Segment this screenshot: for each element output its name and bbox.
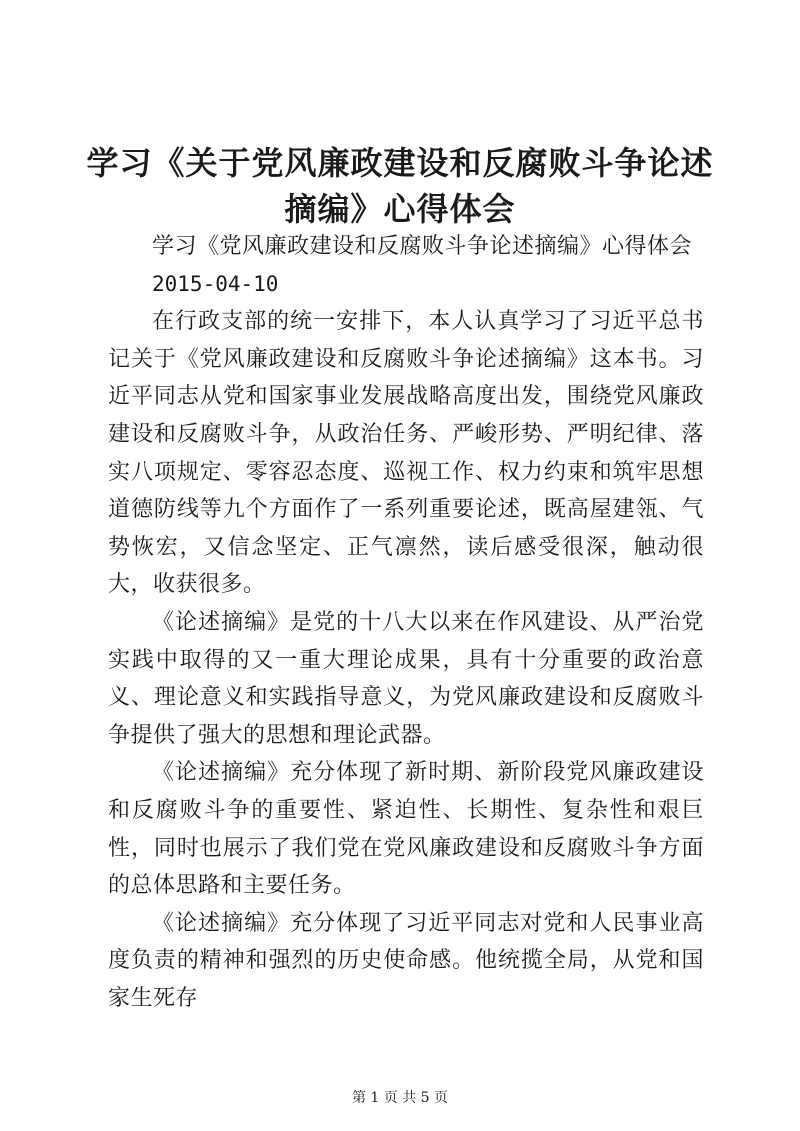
paragraph-4: 《论述摘编》充分体现了习近平同志对党和人民事业高度负责的精神和强烈的历史使命感。他统揽全局，从党和国家生死存	[108, 910, 704, 1011]
document-body	[108, 228, 704, 1017]
paragraph-2: 《论述摘编》是党的十八大以来在作风建设、从严治党实践中取得的又一重大理论成果，具有十分重要的政治意义、理论意义和实践指导意义，为党风廉政建设和反腐败斗争提供了强大的思想和理论武器。	[108, 609, 704, 748]
paragraph-1: 在行政支部的统一安排下，本人认真学习了习近平总书记关于《党风廉政建设和反腐败斗争论述摘编》这本书。习近平同志从党和国家事业发展战略高度出发，围绕党风廉政建设和反腐败斗争，从政治任务、严峻形势、严明纪律、落实八项规定、零容忍态度、巡视工作、权力约束和筑牢思想道德防线等九个方面作了一系列重要论述，既高屋建瓴、气势恢宏，又信念坚定、正气凛然，读后感受很深，触动很大，收获很多。	[108, 309, 704, 598]
document-date: 2015-04-10	[152, 271, 279, 296]
document-subtitle: 学习《党风廉政建设和反腐败斗争论述摘编》心得体会	[152, 234, 693, 259]
document-title: 学习《关于党风廉政建设和反腐败斗争论述摘编》心得体会	[86, 144, 714, 228]
paragraph-3: 《论述摘编》充分体现了新时期、新阶段党风廉政建设和反腐败斗争的重要性、紧迫性、长期性、复杂性和艰巨性，同时也展示了我们党在党风廉政建设和反腐败斗争方面的总体思路和主要任务。	[108, 760, 704, 899]
page-footer: 第 1 页 共 5 页	[351, 1090, 449, 1106]
